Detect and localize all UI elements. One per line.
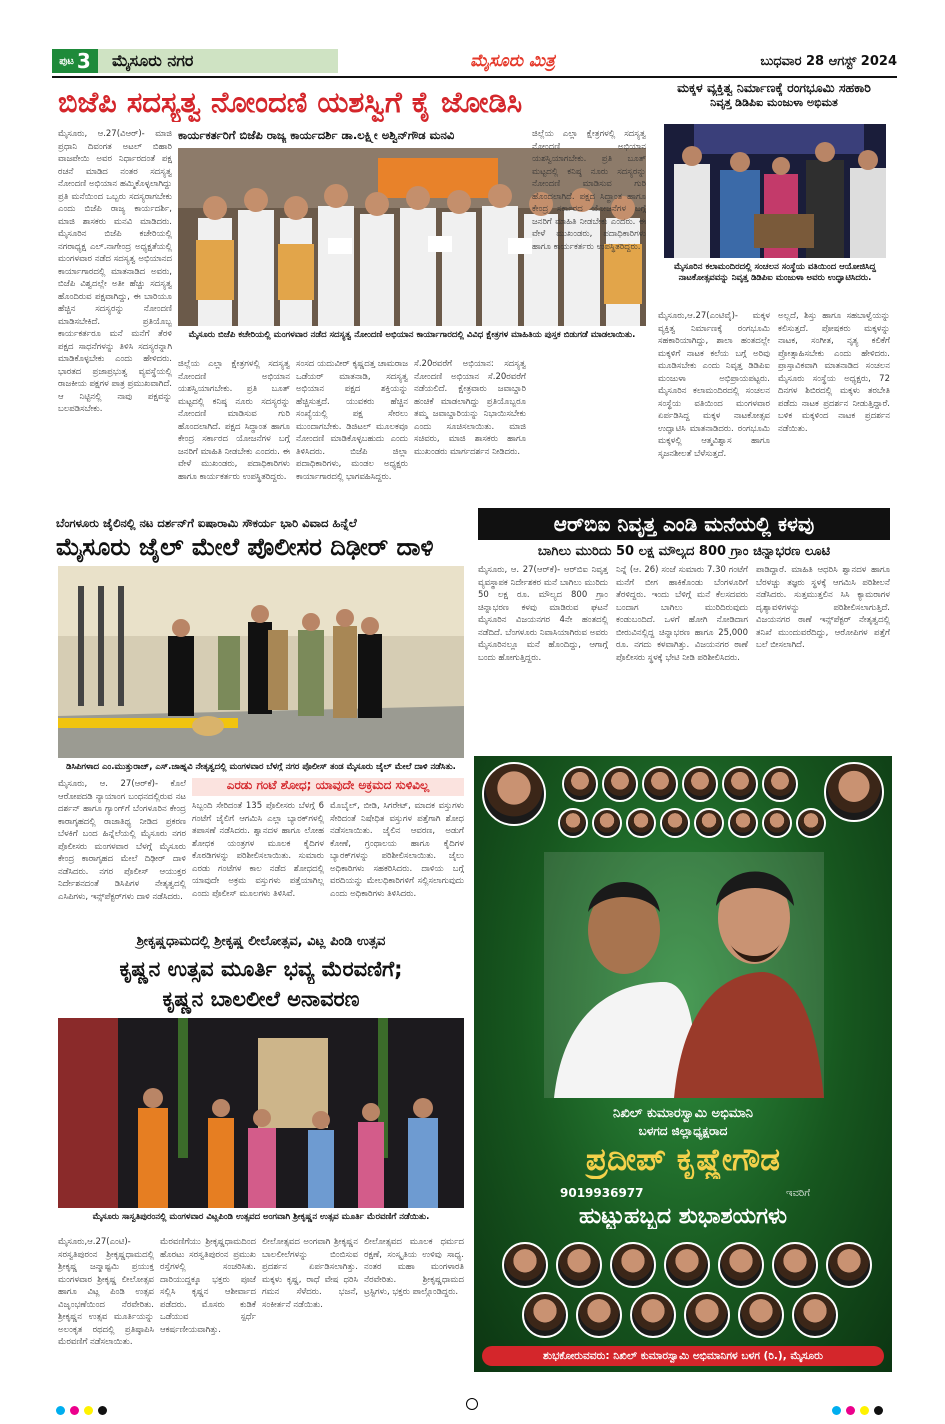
portrait-10: [592, 808, 622, 838]
ad-phone: 9019936977: [560, 1186, 644, 1200]
portrait-15: [762, 808, 792, 838]
story2-headline-line1: ಮಕ್ಕಳ ವ್ಯಕ್ತಿತ್ವ ನಿರ್ಮಾಣಕ್ಕೆ ರಂಗಭೂಮಿ ಸಹಕಾರಿ: [677, 80, 871, 95]
portrait-6: [722, 766, 758, 802]
story1-col5: ಜಿಲ್ಲೆಯ ಎಲ್ಲಾ ಕ್ಷೇತ್ರಗಳಲ್ಲಿ ಸದಸ್ಯತ್ವ ನೋಂದಣಿ ಅಭಿಯಾನ ಯಶಸ್ವಿಯಾಗಬೇಕು. ಪ್ರತಿ ಬೂತ್ ಮಟ್ಟದಲ್ಲಿ ಕನಿಷ್ಠ ನೂರು ಸದಸ್ಯರನ್ನು ನೋಂದಣಿ ಮಾಡಿಸುವ ಗುರಿ ಹೊಂದಲಾಗಿದೆ. ಪಕ್ಷದ ಸಿದ್ಧಾಂತ ಹಾಗೂ ಕೇಂದ್ರ ಸರ್ಕಾರದ ಯೋಜನೆಗಳ ಬಗ್ಗೆ ಜನರಿಗೆ ಮಾಹಿತಿ ನೀಡಬೇಕು ಎಂದರು. ಈ ವೇಳೆ ಮುಖಂಡರು, ಪದಾಧಿಕಾರಿಗಳು ಹಾಗೂ ಕಾರ್ಯಕರ್ತರು ಉಪಸ್ಥಿತರಿದ್ದರು.: [532, 129, 646, 252]
portrait-4: [642, 766, 678, 802]
dateline: ಬುಧವಾರ 28 ಆಗಸ್ಟ್ 2024: [760, 53, 897, 69]
portrait-8: [824, 762, 884, 822]
portrait-3: [602, 766, 638, 802]
portrait-9: [558, 808, 588, 838]
ad-wish: ಹುಟ್ಟುಹಬ್ಬದ ಶುಭಾಶಯಗಳು: [578, 1204, 787, 1229]
story4-col1: ಮೈಸೂರು, ಆ. 27(ಆರ್‌ಕೆ)- ಆರ್‌ಬಿಐ ನಿವೃತ್ತ ವ್ಯವಸ್ಥಾಪಕ ನಿರ್ದೇಶಕರ ಮನೆ ಬಾಗಿಲು ಮುರಿದು 50 ಲಕ್ಷ ರೂ. ಮೌಲ್ಯದ 800 ಗ್ರಾಂ ಚಿನ್ನಾಭರಣ ಕಳವು ಮಾಡಿರುವ ಘಟನೆ ಮೈಸೂರಿನ ವಿಜಯನಗರ 4ನೇ ಹಂತದಲ್ಲಿ ನಡೆದಿದೆ. ಬೆಂಗಳೂರು ನಿವಾಸಿಯಾಗಿರುವ ಅವರು ಮೈಸೂರಿನಲ್ಲೂ ಮನೆ ಹೊಂದಿದ್ದು, ಆಗಾಗ್ಗೆ ಬಂದು ಹೋಗುತ್ತಿದ್ದರು.: [478, 565, 608, 663]
story1-caption: ಮೈಸೂರು ಬಿಜೆಪಿ ಕಚೇರಿಯಲ್ಲಿ ಮಂಗಳವಾರ ನಡೆದ ಸದಸ್ಯತ್ವ ನೋಂದಣಿ ಅಭಿಯಾನ ಕಾರ್ಯಾಗಾರದಲ್ಲಿ ವಿವಿಧ ಕ್ಷೇತ್ರಗಳ ಮಾಹಿತಿಯ ಪುಸ್ತಕ ಬಿಡುಗಡೆ ಮಾಡಲಾಯಿತು.: [188, 330, 636, 340]
section-name: ಮೈಸೂರು ನಗರ: [98, 49, 338, 73]
story5-headline-line2: ಕೃಷ್ಣನ ಬಾಲಲೀಲೆ ಅನಾವರಣ: [162, 987, 360, 1011]
story2-headline: [654, 80, 894, 120]
portrait-28: [738, 1292, 784, 1338]
page-number-box: [52, 49, 98, 73]
portrait-12: [660, 808, 690, 838]
portrait-16: [796, 808, 826, 838]
color-registration-right: [832, 1400, 888, 1419]
story4-col2: ನಿನ್ನೆ (ಆ. 26) ಸಂಜೆ ಸುಮಾರು 7.30 ಗಂಟೆಗೆ ಮನೆಗೆ ಬೀಗ ಹಾಕಿಕೊಂಡು ಬೆಂಗಳೂರಿಗೆ ತೆರಳಿದ್ದರು. ಇಂದು ಬೆಳಿಗ್ಗೆ ಮನೆ ಕೆಲಸದವರು ಬಂದಾಗ ಬಾಗಿಲು ಮುರಿದಿರುವುದು ಕಂಡುಬಂದಿದೆ. ಒಳಗೆ ಹೋಗಿ ನೋಡಿದಾಗ ಬೀರುವಿನಲ್ಲಿದ್ದ ಚಿನ್ನಾಭರಣ ಹಾಗೂ 25,000 ರೂ. ನಗದು ಕಳವಾಗಿತ್ತು. ವಿಜಯನಗರ ಠಾಣೆ ಪೊಲೀಸರು ಸ್ಥಳಕ್ಕೆ ಭೇಟಿ ನೀಡಿ ಪರಿಶೀಲಿಸಿದರು.: [616, 565, 748, 663]
portrait-7: [762, 766, 798, 802]
story3-col1: ಮೈಸೂರು, ಆ. 27(ಆರ್‌ಕೆ)- ಕೊಲೆ ಆರೋಪದಡಿ ನ್ಯಾಯಾಂಗ ಬಂಧನದಲ್ಲಿರುವ ನಟ ದರ್ಶನ್ ಹಾಗೂ ಗ್ಯಾಂಗ್‌ಗೆ ಬೆಂಗಳೂರಿನ ಕೇಂದ್ರ ಕಾರಾಗೃಹದಲ್ಲಿ ರಾಜಾತಿಥ್ಯ ನೀಡಿದ ಪ್ರಕರಣ ಬೆಳಕಿಗೆ ಬಂದ ಹಿನ್ನೆಲೆಯಲ್ಲಿ ಮೈಸೂರು ನಗರ ಪೊಲೀಸರು ಮಂಗಳವಾರ ಬೆಳಗ್ಗೆ ಮೈಸೂರು ಕೇಂದ್ರ ಕಾರಾಗೃಹದ ಮೇಲೆ ದಿಢೀರ್ ದಾಳಿ ನಡೆಸಿದರು. ನಗರ ಪೊಲೀಸ್ ಆಯುಕ್ತರ ನಿರ್ದೇಶನದಂತೆ ಡಿಸಿಪಿಗಳ ನೇತೃತ್ವದಲ್ಲಿ ಎಸಿಪಿಗಳು, ಇನ್ಸ್‌ಪೆಕ್ಟರ್‌ಗಳು ದಾಳಿ ನಡೆಸಿದರು.: [58, 779, 186, 902]
story1-col2: ಜಿಲ್ಲೆಯ ಎಲ್ಲಾ ಕ್ಷೇತ್ರಗಳಲ್ಲಿ ಸದಸ್ಯತ್ವ ನೋಂದಣಿ ಅಭಿಯಾನ ಯಶಸ್ವಿಯಾಗಬೇಕು. ಪ್ರತಿ ಬೂತ್ ಮಟ್ಟದಲ್ಲಿ ಕನಿಷ್ಠ ನೂರು ಸದಸ್ಯರನ್ನು ನೋಂದಣಿ ಮಾಡಿಸುವ ಗುರಿ ಹೊಂದಲಾಗಿದೆ. ಪಕ್ಷದ ಸಿದ್ಧಾಂತ ಹಾಗೂ ಕೇಂದ್ರ ಸರ್ಕಾರದ ಯೋಜನೆಗಳ ಬಗ್ಗೆ ಜನರಿಗೆ ಮಾಹಿತಿ ನೀಡಬೇಕು ಎಂದರು. ಈ ವೇಳೆ ಮುಖಂಡರು, ಪದಾಧಿಕಾರಿಗಳು ಹಾಗೂ ಕಾರ್ಯಕರ್ತರು ಉಪಸ್ಥಿತರಿದ್ದರು.: [178, 359, 290, 482]
story5-photo: [58, 1018, 464, 1208]
story3-caption: ಡಿಸಿಪಿಗಳಾದ ಎಂ.ಮುತ್ತುರಾಜ್, ಎಸ್.ಜಾಹ್ನವಿ ನೇತೃತ್ವದಲ್ಲಿ ಮಂಗಳವಾರ ಬೆಳಗ್ಗೆ ನಗರ ಪೊಲೀಸ್ ತಂಡ ಮೈಸೂರು ಜೈಲ್ ಮೇಲೆ ದಾಳಿ ನಡೆಸಿತು.: [66, 762, 456, 772]
story5-col1: ಮೈಸೂರು,ಆ.27(ಎಂಟಿ)- ಸರಸ್ವತಿಪುರಂನ ಶ್ರೀಕೃಷ್ಣಧಾಮದಲ್ಲಿ ಶ್ರೀಕೃಷ್ಣ ಜನ್ಮಾಷ್ಟಮಿ ಪ್ರಯುಕ್ತ ಮಂಗಳವಾರ ಶ್ರೀಕೃಷ್ಣ ಲೀಲೋತ್ಸವ ಹಾಗೂ ವಿಟ್ಲ ಪಿಂಡಿ ಉತ್ಸವ ವಿಜೃಂಭಣೆಯಿಂದ ನೆರವೇರಿತು. ಶ್ರೀಕೃಷ್ಣನ ಉತ್ಸವ ಮೂರ್ತಿಯನ್ನು ಅಲಂಕೃತ ರಥದಲ್ಲಿ ಪ್ರತಿಷ್ಠಾಪಿಸಿ ಮೆರವಣಿಗೆ ನಡೆಸಲಾಯಿತು.: [58, 1237, 154, 1347]
story3-photo: [58, 566, 464, 758]
portrait-25: [576, 1292, 622, 1338]
story5-headline-line1: ಕೃಷ್ಣನ ಉತ್ಸವ ಮೂರ್ತಿ ಭವ್ಯ ಮೆರವಣಿಗೆ;: [119, 957, 403, 981]
story4-headline: ಆರ್‌ಬಿಐ ನಿವೃತ್ತ ಎಂಡಿ ಮನೆಯಲ್ಲಿ ಕಳವು: [478, 508, 890, 540]
ad-tagline-1: ನಿಖಿಲ್ ಕುಮಾರಸ್ವಾಮಿ ಅಭಿಮಾನಿ: [612, 1106, 754, 1121]
portrait-27: [684, 1292, 730, 1338]
story3-col2: ಸಿಬ್ಬಂದಿ ಸೇರಿದಂತೆ 135 ಪೊಲೀಸರು ಬೆಳಗ್ಗೆ 6 ಗಂಟೆಗೆ ಜೈಲಿಗೆ ಆಗಮಿಸಿ ಎಲ್ಲಾ ಬ್ಯಾರಕ್‌ಗಳಲ್ಲಿ ತಪಾಸಣೆ ನಡೆಸಿದರು. ಶ್ವಾನದಳ ಹಾಗೂ ಲೋಹ ಶೋಧಕ ಯಂತ್ರಗಳ ಮೂಲಕ ಕೈದಿಗಳ ಕೊಠಡಿಗಳನ್ನು ಪರಿಶೀಲಿಸಲಾಯಿತು. ಸುಮಾರು ಎರಡು ಗಂಟೆಗಳ ಕಾಲ ನಡೆದ ಶೋಧದಲ್ಲಿ ಯಾವುದೇ ಅಕ್ರಮ ವಸ್ತುಗಳು ಪತ್ತೆಯಾಗಿಲ್ಲ ಎಂದು ಪೊಲೀಸ್ ಮೂಲಗಳು ತಿಳಿಸಿವೆ.: [192, 801, 324, 899]
portrait-29: [792, 1292, 838, 1338]
portrait-13: [694, 808, 724, 838]
portrait-24: [522, 1292, 568, 1338]
main-portrait-photo: [544, 852, 824, 1098]
portrait-14: [728, 808, 758, 838]
story1-col4: ಸೆ.20ರವರೆಗೆ ಅಭಿಯಾನ: ಸದಸ್ಯತ್ವ ನೋಂದಣಿ ಅಭಿಯಾನ ಸೆ.20ರವರೆಗೆ ನಡೆಯಲಿದೆ. ಕ್ಷೇತ್ರವಾರು ಜವಾಬ್ದಾರಿ ಹಂಚಿಕೆ ಮಾಡಲಾಗಿದ್ದು ಪ್ರತಿಯೊಬ್ಬರೂ ತಮ್ಮ ಜವಾಬ್ದಾರಿಯನ್ನು ನಿಭಾಯಿಸಬೇಕು ಎಂದು ಸೂಚಿಸಲಾಯಿತು. ಮಾಜಿ ಸಚಿವರು, ಮಾಜಿ ಶಾಸಕರು ಹಾಗೂ ಮುಖಂಡರು ಮಾರ್ಗದರ್ಶನ ನೀಡಿದರು.: [414, 359, 526, 457]
story3-kicker: ಬೆಂಗಳೂರು ಜೈಲಿನಲ್ಲಿ ನಟ ದರ್ಶನ್‌ಗೆ ಐಷಾರಾಮಿ ಸೌಕರ್ಯ ಭಾರಿ ವಿವಾದ ಹಿನ್ನೆಲೆ: [56, 516, 357, 530]
ad-tagline-2: ಬಳಗದ ಜಿಲ್ಲಾಧ್ಯಕ್ಷರಾದ: [638, 1124, 728, 1138]
portrait-23: [826, 1242, 872, 1288]
story2-caption: ಮೈಸೂರಿನ ಕಲಾಮಂದಿರದಲ್ಲಿ ಸಂಚಲನ ಸಂಸ್ಥೆಯ ವತಿಯಿಂದ ಆಯೋಜಿಸಿದ್ದ ನಾಟಕೋತ್ಸವವನ್ನು ನಿವೃತ್ತ ಡಿಡಿಪಿಐ ಮಂಜುಳಾ ಅವರು ಉದ್ಘಾಟಿಸಿದರು.: [674, 262, 876, 283]
story5-kicker: ಶ್ರೀಕೃಷ್ಣಧಾಮದಲ್ಲಿ ಶ್ರೀಕೃಷ್ಣ ಲೀಲೋತ್ಸವ, ವಿಟ್ಲ ಪಿಂಡಿ ಉತ್ಸವ: [136, 934, 386, 949]
portrait-20: [664, 1242, 710, 1288]
registration-mark: [466, 1398, 478, 1410]
story3-headline: ಮೈಸೂರು ಜೈಲ್ ಮೇಲೆ ಪೊಲೀಸರ ದಿಢೀರ್ ದಾಳಿ: [56, 533, 434, 561]
portrait-18: [556, 1242, 602, 1288]
portrait-19: [610, 1242, 656, 1288]
portrait-1: [482, 762, 546, 826]
masthead: ಮೈಸೂರು ಮಿತ್ರ: [470, 51, 555, 71]
story2-headline-line2: ನಿವೃತ್ತ ಡಿಡಿಪಿಐ ಮಂಜುಳಾ ಅಭಿಮತ: [710, 96, 838, 109]
story5-col2: ಮೆರವಣಿಗೆಯು ಶ್ರೀಕೃಷ್ಣಧಾಮದಿಂದ ಹೊರಟು ಸರಸ್ವತಿಪುರಂನ ಪ್ರಮುಖ ರಸ್ತೆಗಳಲ್ಲಿ ಸಂಚರಿಸಿತು. ದಾರಿಯುದ್ದಕ್ಕೂ ಭಕ್ತರು ಪೂಜೆ ಸಲ್ಲಿಸಿ ಕೃಷ್ಣನ ಆಶೀರ್ವಾದ ಪಡೆದರು. ಮೊಸರು ಕುಡಿಕೆ ಒಡೆಯುವ ಸ್ಪರ್ಧೆ ಆಕರ್ಷಣೀಯವಾಗಿತ್ತು.: [160, 1237, 256, 1335]
portrait-26: [630, 1292, 676, 1338]
story2-col1: ಮೈಸೂರು,ಆ.27(ಎಂಟಿವೈ)- ಮಕ್ಕಳ ವ್ಯಕ್ತಿತ್ವ ನಿರ್ಮಾಣಕ್ಕೆ ರಂಗಭೂಮಿ ಸಹಕಾರಿಯಾಗಿದ್ದು, ಶಾಲಾ ಹಂತದಲ್ಲೇ ಮಕ್ಕಳಿಗೆ ನಾಟಕ ಕಲೆಯ ಬಗ್ಗೆ ಅರಿವು ಮೂಡಿಸಬೇಕು ಎಂದು ನಿವೃತ್ತ ಡಿಡಿಪಿಐ ಮಂಜುಳಾ ಅಭಿಪ್ರಾಯಪಟ್ಟರು. ಮೈಸೂರಿನ ಕಲಾಮಂದಿರದಲ್ಲಿ ಸಂಚಲನ ಸಂಸ್ಥೆಯ ವತಿಯಿಂದ ಮಂಗಳವಾರ ಏರ್ಪಡಿಸಿದ್ದ ಮಕ್ಕಳ ನಾಟಕೋತ್ಸವ ಉದ್ಘಾಟಿಸಿ ಮಾತನಾಡಿದರು. ರಂಗಭೂಮಿ ಮಕ್ಕಳಲ್ಲಿ ಆತ್ಮವಿಶ್ವಾಸ ಹಾಗೂ ಸೃಜನಶೀಲತೆ ಬೆಳೆಸುತ್ತದೆ.: [658, 311, 770, 459]
story3-subhead: ಎರಡು ಗಂಟೆ ಶೋಧ; ಯಾವುದೇ ಅಕ್ರಮದ ಸುಳಿವಿಲ್ಲ: [192, 778, 464, 796]
story1-headline: ಬಿಜೆಪಿ ಸದಸ್ಯತ್ವ ನೋಂದಣಿ ಯಶಸ್ವಿಗೆ ಕೈ ಜೋಡಿಸಿ: [58, 85, 523, 119]
story5-caption: ಮೈಸೂರು ಸಾಸ್ವತಿಪುರಂನಲ್ಲಿ ಮಂಗಳವಾರ ವಿಟ್ಲಪಿಂಡಿ ಉತ್ಸವದ ಅಂಗವಾಗಿ ಶ್ರೀಕೃಷ್ಣನ ಉತ್ಸವ ಮೂರ್ತಿ ಮೆರವಣಿಗೆ ನಡೆಯಿತು.: [92, 1212, 430, 1222]
portrait-22: [772, 1242, 818, 1288]
story2-col2: ಅಲ್ಲದೆ, ಶಿಸ್ತು ಹಾಗೂ ಸಹಬಾಳ್ವೆಯನ್ನು ಕಲಿಸುತ್ತದೆ. ಪೋಷಕರು ಮಕ್ಕಳನ್ನು ನಾಟಕ, ಸಂಗೀತ, ನೃತ್ಯ ಕಲಿಕೆಗೆ ಪ್ರೋತ್ಸಾಹಿಸಬೇಕು ಎಂದು ಹೇಳಿದರು. ಪ್ರಾಸ್ತಾವಿಕವಾಗಿ ಮಾತನಾಡಿದ ಸಂಚಲನ ಮೈಸೂರು ಸಂಸ್ಥೆಯ ಅಧ್ಯಕ್ಷರು, 72 ದಿನಗಳ ಶಿಬಿರದಲ್ಲಿ ಮಕ್ಕಳು ತರಬೇತಿ ಪಡೆದು ನಾಟಕ ಪ್ರದರ್ಶನ ನೀಡುತ್ತಿದ್ದಾರೆ. ಬಳಿಕ ಮಕ್ಕಳಿಂದ ನಾಟಕ ಪ್ರದರ್ಶನ ನಡೆಯಿತು.: [778, 311, 890, 434]
story5-col4: ಲೀಲೋತ್ಸವದ ಮೂಲಕ ಧರ್ಮದ ರಕ್ಷಣೆ, ಸಂಸ್ಕೃತಿಯ ಉಳಿವು ಸಾಧ್ಯ. ನಂತರ ಮಹಾ ಮಂಗಳಾರತಿ ನೆರವೇರಿತು. ಶ್ರೀಕೃಷ್ಣಧಾಮದ ಟ್ರಸ್ಟಿಗಳು, ಭಕ್ತರು ಪಾಲ್ಗೊಂಡಿದ್ದರು.: [364, 1237, 464, 1297]
ad-footer: ಶುಭಕೋರುವವರು: ನಿಖಿಲ್ ಕುಮಾರಸ್ವಾಮಿ ಅಭಿಮಾನಿಗಳ ಬಳಗ (ರಿ.), ಮೈಸೂರು: [482, 1346, 884, 1366]
portrait-21: [718, 1242, 764, 1288]
portrait-17: [502, 1242, 548, 1288]
ad-suffix: ಇವರಿಗೆ: [786, 1188, 811, 1199]
page-prefix: ಪುಟ: [59, 55, 74, 67]
story5-col3: ಲೀಲೋತ್ಸವದ ಅಂಗವಾಗಿ ಶ್ರೀಕೃಷ್ಣನ ಬಾಲಲೀಲೆಗಳನ್ನು ಬಿಂಬಿಸುವ ಪ್ರದರ್ಶನ ಏರ್ಪಡಿಸಲಾಗಿತ್ತು. ಮಕ್ಕಳು ಕೃಷ್ಣ, ರಾಧೆ ವೇಷ ಧರಿಸಿ ಗಮನ ಸೆಳೆದರು. ಭಜನೆ, ಸಂಕೀರ್ತನೆ ನಡೆಯಿತು.: [262, 1237, 358, 1310]
header-rule: [52, 76, 897, 78]
ad-name: ಪ್ರದೀಪ್ ಕೃಷ್ಣೇಗೌಡ: [585, 1142, 781, 1178]
portrait-2: [562, 766, 598, 802]
color-registration-left: [56, 1400, 112, 1419]
page-number: 3: [76, 49, 91, 73]
portrait-5: [682, 766, 718, 802]
story4-subhead: ಬಾಗಿಲು ಮುರಿದು 50 ಲಕ್ಷ ಮೌಲ್ಯದ 800 ಗ್ರಾಂ ಚಿನ್ನಾಭರಣ ಲೂಟಿ: [537, 544, 831, 559]
story1-subhead: ಕಾರ್ಯಕರ್ತರಿಗೆ ಬಿಜೆಪಿ ರಾಜ್ಯ ಕಾರ್ಯದರ್ಶಿ ಡಾ.ಲಕ್ಷ್ಮೀ ಅಶ್ವಿನ್‌ಗೌಡ ಮನವಿ: [178, 128, 455, 142]
story4-col3: ಪಾಡಿದ್ದಾರೆ. ಮಾಹಿತಿ ಆಧರಿಸಿ ಶ್ವಾನದಳ ಹಾಗೂ ಬೆರಳಚ್ಚು ತಜ್ಞರು ಸ್ಥಳಕ್ಕೆ ಆಗಮಿಸಿ ಪರಿಶೀಲನೆ ನಡೆಸಿದರು. ಸುತ್ತಮುತ್ತಲಿನ ಸಿಸಿ ಕ್ಯಾಮರಾಗಳ ದೃಶ್ಯಾವಳಿಗಳನ್ನು ಪರಿಶೀಲಿಸಲಾಗುತ್ತಿದೆ. ವಿಜಯನಗರ ಠಾಣೆ ಇನ್ಸ್‌ಪೆಕ್ಟರ್ ನೇತೃತ್ವದಲ್ಲಿ ತನಿಖೆ ಮುಂದುವರೆದಿದ್ದು, ಆರೋಪಿಗಳ ಪತ್ತೆಗೆ ಬಲೆ ಬೀಸಲಾಗಿದೆ.: [756, 565, 890, 650]
story1-col1: ಮೈಸೂರು, ಆ.27(ವಿಆರ್‌)- ಮಾಜಿ ಪ್ರಧಾನಿ ದಿವಂಗತ ಅಟಲ್ ಬಿಹಾರಿ ವಾಜಪೇಯಿ ಅವರ ನಿರ್ಧಾರದಂತೆ ಪಕ್ಷ ರಚನೆ ಮಾಡಿದ ನಂತರ ಸದಸ್ಯತ್ವ ನೋಂದಣಿ ಅಭಿಯಾನ ಹಮ್ಮಿಕೊಳ್ಳಲಾಗಿದ್ದು ಪ್ರತಿ ಮನೆಯಿಂದ ಒಬ್ಬರು ಸದಸ್ಯರಾಗಬೇಕು ಎಂದು ಬಿಜೆಪಿ ರಾಜ್ಯ ಕಾರ್ಯದರ್ಶಿ, ಮಾಜಿ ಶಾಸಕರು ಮನವಿ ಮಾಡಿದರು. ಮೈಸೂರಿನ ಬಿಜೆಪಿ ಕಚೇರಿಯಲ್ಲಿ ನಗರಾಧ್ಯಕ್ಷ ಎಲ್.ನಾಗೇಂದ್ರ ಅಧ್ಯಕ್ಷತೆಯಲ್ಲಿ ಮಂಗಳವಾರ ನಡೆದ ಸದಸ್ಯತ್ವ ಅಭಿಯಾನದ ಕಾರ್ಯಾಗಾರದಲ್ಲಿ ಮಾತನಾಡಿದ ಅವರು, ಬಿಜೆಪಿ ವಿಶ್ವದಲ್ಲೇ ಅತೀ ಹೆಚ್ಚು ಸದಸ್ಯತ್ವ ಹೊಂದಿರುವ ಪಕ್ಷವಾಗಿದ್ದು, ಈ ಬಾರಿಯೂ ಹೆಚ್ಚಿನ ಸದಸ್ಯರನ್ನು ನೋಂದಣಿ ಮಾಡಿಸಬೇಕಿದೆ. ಪ್ರತಿಯೊಬ್ಬ ಕಾರ್ಯಕರ್ತರೂ ಮನೆ ಮನೆಗೆ ತೆರಳಿ ಪಕ್ಷದ ಸಾಧನೆಗಳನ್ನು ತಿಳಿಸಿ ಸದಸ್ಯರನ್ನಾಗಿ ಮಾಡಿಕೊಳ್ಳಬೇಕು ಎಂದು ಹೇಳಿದರು. ಭಾರತದ ಪ್ರಜಾಪ್ರಭುತ್ವ ವ್ಯವಸ್ಥೆಯಲ್ಲಿ ರಾಜಕೀಯ ಪಕ್ಷಗಳ ಪಾತ್ರ ಪ್ರಮುಖವಾಗಿದೆ. ಆ ನಿಟ್ಟಿನಲ್ಲಿ ನಾವು ಪಕ್ಷವನ್ನು ಬಲಪಡಿಸಬೇಕು.: [58, 129, 172, 414]
story3-col3: ಮೊಬೈಲ್, ಬೀಡಿ, ಸಿಗರೇಟ್, ಮಾದಕ ವಸ್ತುಗಳು ಸೇರಿದಂತೆ ನಿಷೇಧಿತ ವಸ್ತುಗಳ ಪತ್ತೆಗಾಗಿ ಶೋಧ ನಡೆಸಲಾಯಿತು. ಜೈಲಿನ ಆವರಣ, ಅಡುಗೆ ಕೋಣೆ, ಗ್ರಂಥಾಲಯ ಹಾಗೂ ಕೈದಿಗಳ ಬ್ಯಾರಕ್‌ಗಳನ್ನು ಪರಿಶೀಲಿಸಲಾಯಿತು. ಜೈಲು ಅಧಿಕಾರಿಗಳು ಸಹಕರಿಸಿದರು. ದಾಳಿಯ ಬಗ್ಗೆ ವರದಿಯನ್ನು ಮೇಲಧಿಕಾರಿಗಳಿಗೆ ಸಲ್ಲಿಸಲಾಗುವುದು ಎಂದು ಅಧಿಕಾರಿಗಳು ತಿಳಿಸಿದರು.: [330, 801, 464, 899]
birthday-advertisement: [474, 756, 892, 1372]
story2-photo: [664, 124, 886, 258]
story5-headline: [58, 954, 464, 1014]
page-header: [52, 48, 897, 74]
story1-col3: ಸಂಸದ ಯದುವೀರ್ ಕೃಷ್ಣದತ್ತ ಚಾಮರಾಜ ಒಡೆಯರ್ ಮಾತನಾಡಿ, ಸದಸ್ಯತ್ವ ಅಭಿಯಾನ ಪಕ್ಷದ ಶಕ್ತಿಯನ್ನು ಹೆಚ್ಚಿಸುತ್ತದೆ. ಯುವಕರು ಹೆಚ್ಚಿನ ಸಂಖ್ಯೆಯಲ್ಲಿ ಪಕ್ಷ ಸೇರಲು ಮುಂದಾಗಬೇಕು. ಡಿಜಿಟಲ್ ಮೂಲಕವೂ ನೋಂದಣಿ ಮಾಡಿಕೊಳ್ಳಬಹುದು ಎಂದು ತಿಳಿಸಿದರು. ಬಿಜೆಪಿ ಜಿಲ್ಲಾ ಪದಾಧಿಕಾರಿಗಳು, ಮಂಡಲ ಅಧ್ಯಕ್ಷರು ಕಾರ್ಯಾಗಾರದಲ್ಲಿ ಭಾಗವಹಿಸಿದ್ದರು.: [296, 359, 408, 482]
portrait-11: [626, 808, 656, 838]
